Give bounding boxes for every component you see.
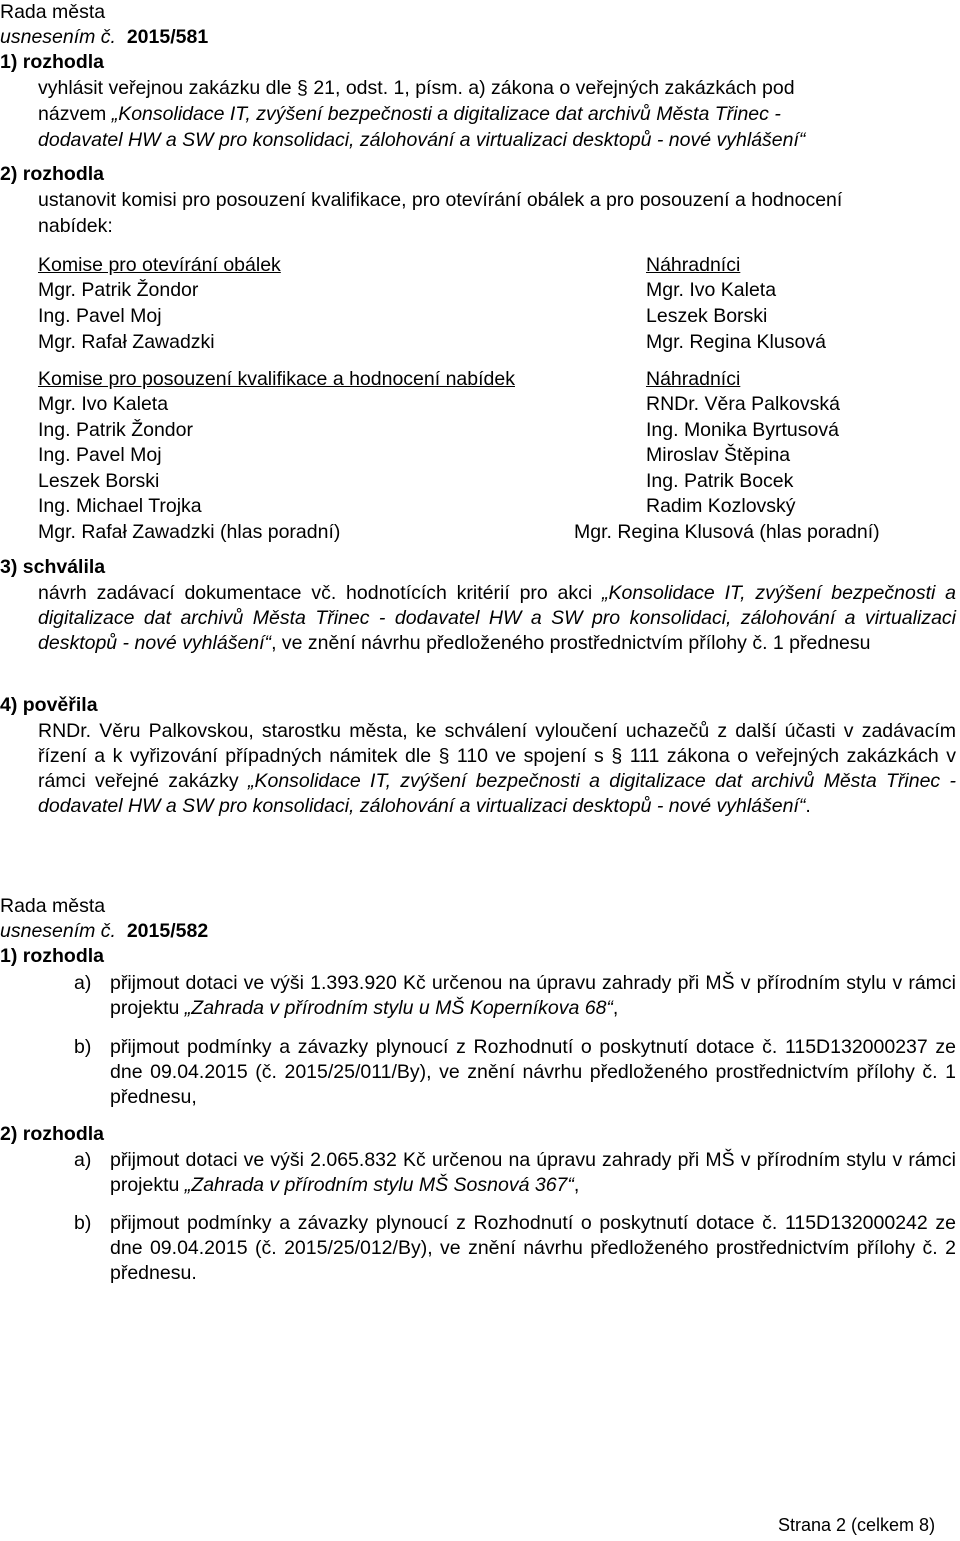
substitute-member: Ing. Monika Byrtusová — [646, 419, 839, 441]
sub-item-label: b) — [74, 1036, 92, 1058]
resolution-number — [0, 919, 208, 944]
sub-item-text: přijmout dotaci ve výši 2.065.832 Kč určenou na úpravu zahrady při MŠ v přírodním stylu v rámci projektu „Zahrada v přírodním stylu MŠ Sosnová 367“, — [110, 1149, 956, 1196]
resolution-number-value: 2015/582 — [126, 920, 209, 942]
item-paragraph: návrh zadávací dokumentace vč. hodnotících kritérií pro akci „Konsolidace IT, zvýšení bezpečnosti a digitalizace dat archivů Města Třinec - dodavatel HW a SW pro konsolidaci, zálohování a virtualizaci desktopů - nové vyhlášení“, ve znění návrhu předloženého prostřednictvím přílohy č. 1 přednesu — [38, 582, 956, 654]
item-text: dodavatel HW a SW pro konsolidaci, zálohování a virtualizaci desktopů - nové vyhlášení“ — [38, 129, 806, 151]
commission-member: Mgr. Patrik Žondor — [38, 279, 199, 301]
item-heading: 4) pověřila — [0, 694, 98, 716]
sub-item-label: a) — [74, 1149, 92, 1171]
commission-member: Mgr. Rafał Zawadzki (hlas poradní) — [38, 521, 341, 543]
resolution-label: usnesením č. — [0, 920, 116, 942]
substitute-member: Leszek Borski — [646, 305, 768, 327]
item-heading: 2) rozhodla — [0, 1123, 105, 1145]
item-text: názvem „Konsolidace IT, zvýšení bezpečnosti a digitalizace dat archivů Města Třinec - — [38, 103, 781, 125]
sub-item-label: b) — [74, 1212, 92, 1234]
sub-item-text: přijmout podmínky a závazky plynoucí z Rozhodnutí o poskytnutí dotace č. 115D132000242 ze dne 09.04.2015 (č. 2015/25/012/By), ve znění návrhu předloženého prostřednictvím přílohy č. 2 přednesu. — [110, 1212, 956, 1284]
item-heading: 2) rozhodla — [0, 163, 105, 185]
sub-item-text: přijmout podmínky a závazky plynoucí z Rozhodnutí o poskytnutí dotace č. 115D132000237 ze dne 09.04.2015 (č. 2015/25/011/By), ve znění návrhu předloženého prostřednictvím přílohy č. 1 přednesu, — [110, 1036, 956, 1108]
substitutes-title: Náhradníci — [646, 254, 741, 276]
substitute-member: RNDr. Věra Palkovská — [646, 393, 840, 415]
item-text: ustanovit komisi pro posouzení kvalifikace, pro otevírání obálek a pro posouzení a hodnocení — [38, 189, 843, 211]
resolution-label: usnesením č. — [0, 26, 116, 48]
substitute-member: Ing. Patrik Bocek — [646, 470, 794, 492]
sub-item-text: přijmout dotaci ve výši 1.393.920 Kč určenou na úpravu zahrady při MŠ v přírodním stylu v rámci projektu „Zahrada v přírodním stylu u MŠ Koperníkova 68“, — [110, 972, 956, 1019]
commission-member: Mgr. Ivo Kaleta — [38, 393, 169, 415]
commission-member: Mgr. Rafał Zawadzki — [38, 331, 215, 353]
item-heading: 1) rozhodla — [0, 945, 105, 967]
commission-member: Ing. Pavel Moj — [38, 305, 162, 327]
substitute-member: Radim Kozlovský — [646, 495, 796, 517]
substitute-member: Mgr. Regina Klusová (hlas poradní) — [574, 521, 880, 543]
council-label: Rada města — [0, 1, 106, 23]
substitute-member: Mgr. Regina Klusová — [646, 331, 826, 353]
commission-member: Ing. Michael Trojka — [38, 495, 202, 517]
substitute-member: Miroslav Štěpina — [646, 444, 791, 466]
sub-item-label: a) — [74, 972, 92, 994]
substitute-member: Mgr. Ivo Kaleta — [646, 279, 777, 301]
commission-title: Komise pro posouzení kvalifikace a hodnocení nabídek — [38, 368, 515, 390]
item-heading: 1) rozhodla — [0, 51, 105, 73]
resolution-number — [0, 25, 208, 50]
page-number: Strana 2 (celkem 8) — [778, 1515, 936, 1535]
substitutes-title: Náhradníci — [646, 368, 741, 390]
commission-title: Komise pro otevírání obálek — [38, 254, 281, 276]
council-label: Rada města — [0, 895, 106, 917]
item-text: nabídek: — [38, 215, 113, 237]
commission-member: Leszek Borski — [38, 470, 160, 492]
item-text: vyhlásit veřejnou zakázku dle § 21, odst. 1, písm. a) zákona o veřejných zakázkách pod — [38, 77, 795, 99]
item-paragraph: RNDr. Věru Palkovskou, starostku města, ke schválení vyloučení uchazečů z další účasti v zadávacím řízení a k vyřizování případných námitek dle § 110 ve spojení s § 111 zákona o veřejných zakázkách v rámci veřejné zakázky „Konsolidace IT, zvýšení bezpečnosti a digitalizace dat archivů Města Třinec - dodavatel HW a SW pro konsolidaci, zálohování a virtualizaci desktopů - nové vyhlášení“. — [38, 720, 956, 817]
commission-member: Ing. Pavel Moj — [38, 444, 162, 466]
commission-member: Ing. Patrik Žondor — [38, 419, 193, 441]
resolution-number-value: 2015/581 — [126, 26, 209, 48]
item-heading: 3) schválila — [0, 556, 106, 578]
